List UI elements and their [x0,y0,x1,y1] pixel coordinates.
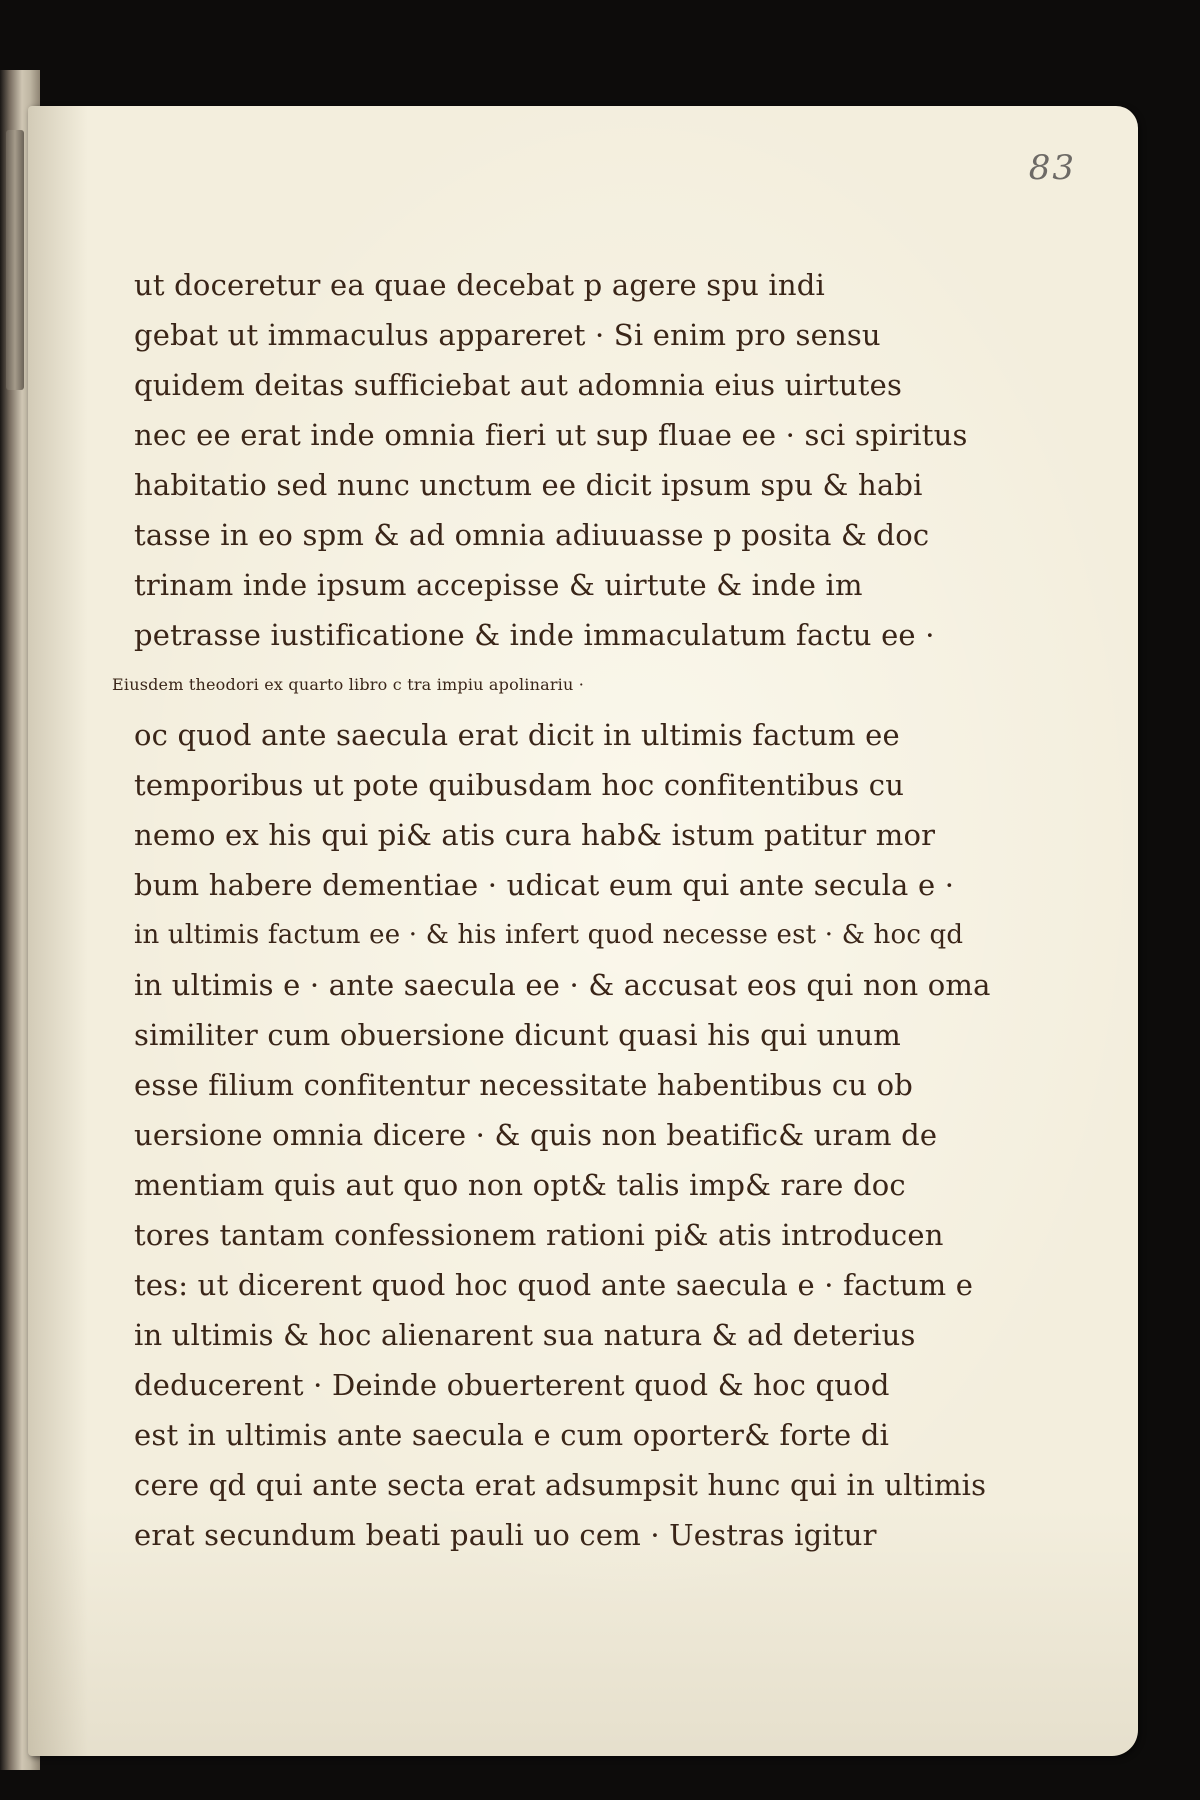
text-line-10: oc quod ante saecula erat dicit in ultimis factum ee [134,718,900,752]
text-line-1: ut doceretur ea quae decebat p agere spu indi [134,268,826,302]
text-line-22: in ultimis & hoc alienarent sua natura & ad deterius [134,1318,916,1352]
text-line-19: mentiam quis aut quo non opt& talis imp& rare doc [134,1168,906,1202]
text-line-7: trinam inde ipsum accepisse & uirtute & inde im [134,568,863,602]
text-line-3: quidem deitas sufficiebat aut adomnia eius uirtutes [134,368,903,402]
text-line-21: tes: ut dicerent quod hoc quod ante saecula e · factum e [134,1268,974,1302]
text-line-12: nemo ex his qui pi& atis cura hab& istum patitur mor [134,818,936,852]
text-line-24: est in ultimis ante saecula e cum oporter& forte di [134,1418,890,1452]
text-line-2: gebat ut immaculus appareret · Si enim pro sensu [134,318,881,352]
text-line-8: petrasse iustificatione & inde immaculatum factu ee · [134,618,935,652]
text-line-5: habitatio sed nunc unctum ee dicit ipsum spu & habi [134,468,923,502]
text-line-17: esse filium confitentur necessitate habentibus cu ob [134,1068,914,1102]
text-line-11: temporibus ut pote quibusdam hoc confitentibus cu [134,768,905,802]
text-line-16: similiter cum obuersione dicunt quasi his qui unum [134,1018,901,1052]
manuscript-page [28,106,1138,1756]
binding-strip [6,130,24,390]
text-line-26: erat secundum beati pauli uo cem · Uestras igitur [134,1518,877,1552]
text-line-4: nec ee erat inde omnia fieri ut sup fluae ee · sci spiritus [134,418,968,452]
text-line-9-rubric: Eiusdem theodori ex quarto libro c tra impiu apolinariu · [112,675,585,694]
text-block [112,260,994,1560]
text-line-18: uersione omnia dicere · & quis non beatific& uram de [134,1118,938,1152]
folio-number: 83 [1028,148,1076,188]
text-line-20: tores tantam confessionem rationi pi& atis introducen [134,1218,944,1252]
text-line-6: tasse in eo spm & ad omnia adiuuasse p posita & doc [134,518,930,552]
text-line-23: deducerent · Deinde obuerterent quod & hoc quod [134,1368,890,1402]
text-line-14: in ultimis factum ee · & his infert quod necesse est · & hoc qd [134,920,964,950]
text-line-25: cere qd qui ante secta erat adsumpsit hunc qui in ultimis [134,1468,987,1502]
text-line-13: bum habere dementiae · udicat eum qui ante secula e · [134,868,955,902]
text-line-15: in ultimis e · ante saecula ee · & accusat eos qui non oma [134,968,991,1002]
